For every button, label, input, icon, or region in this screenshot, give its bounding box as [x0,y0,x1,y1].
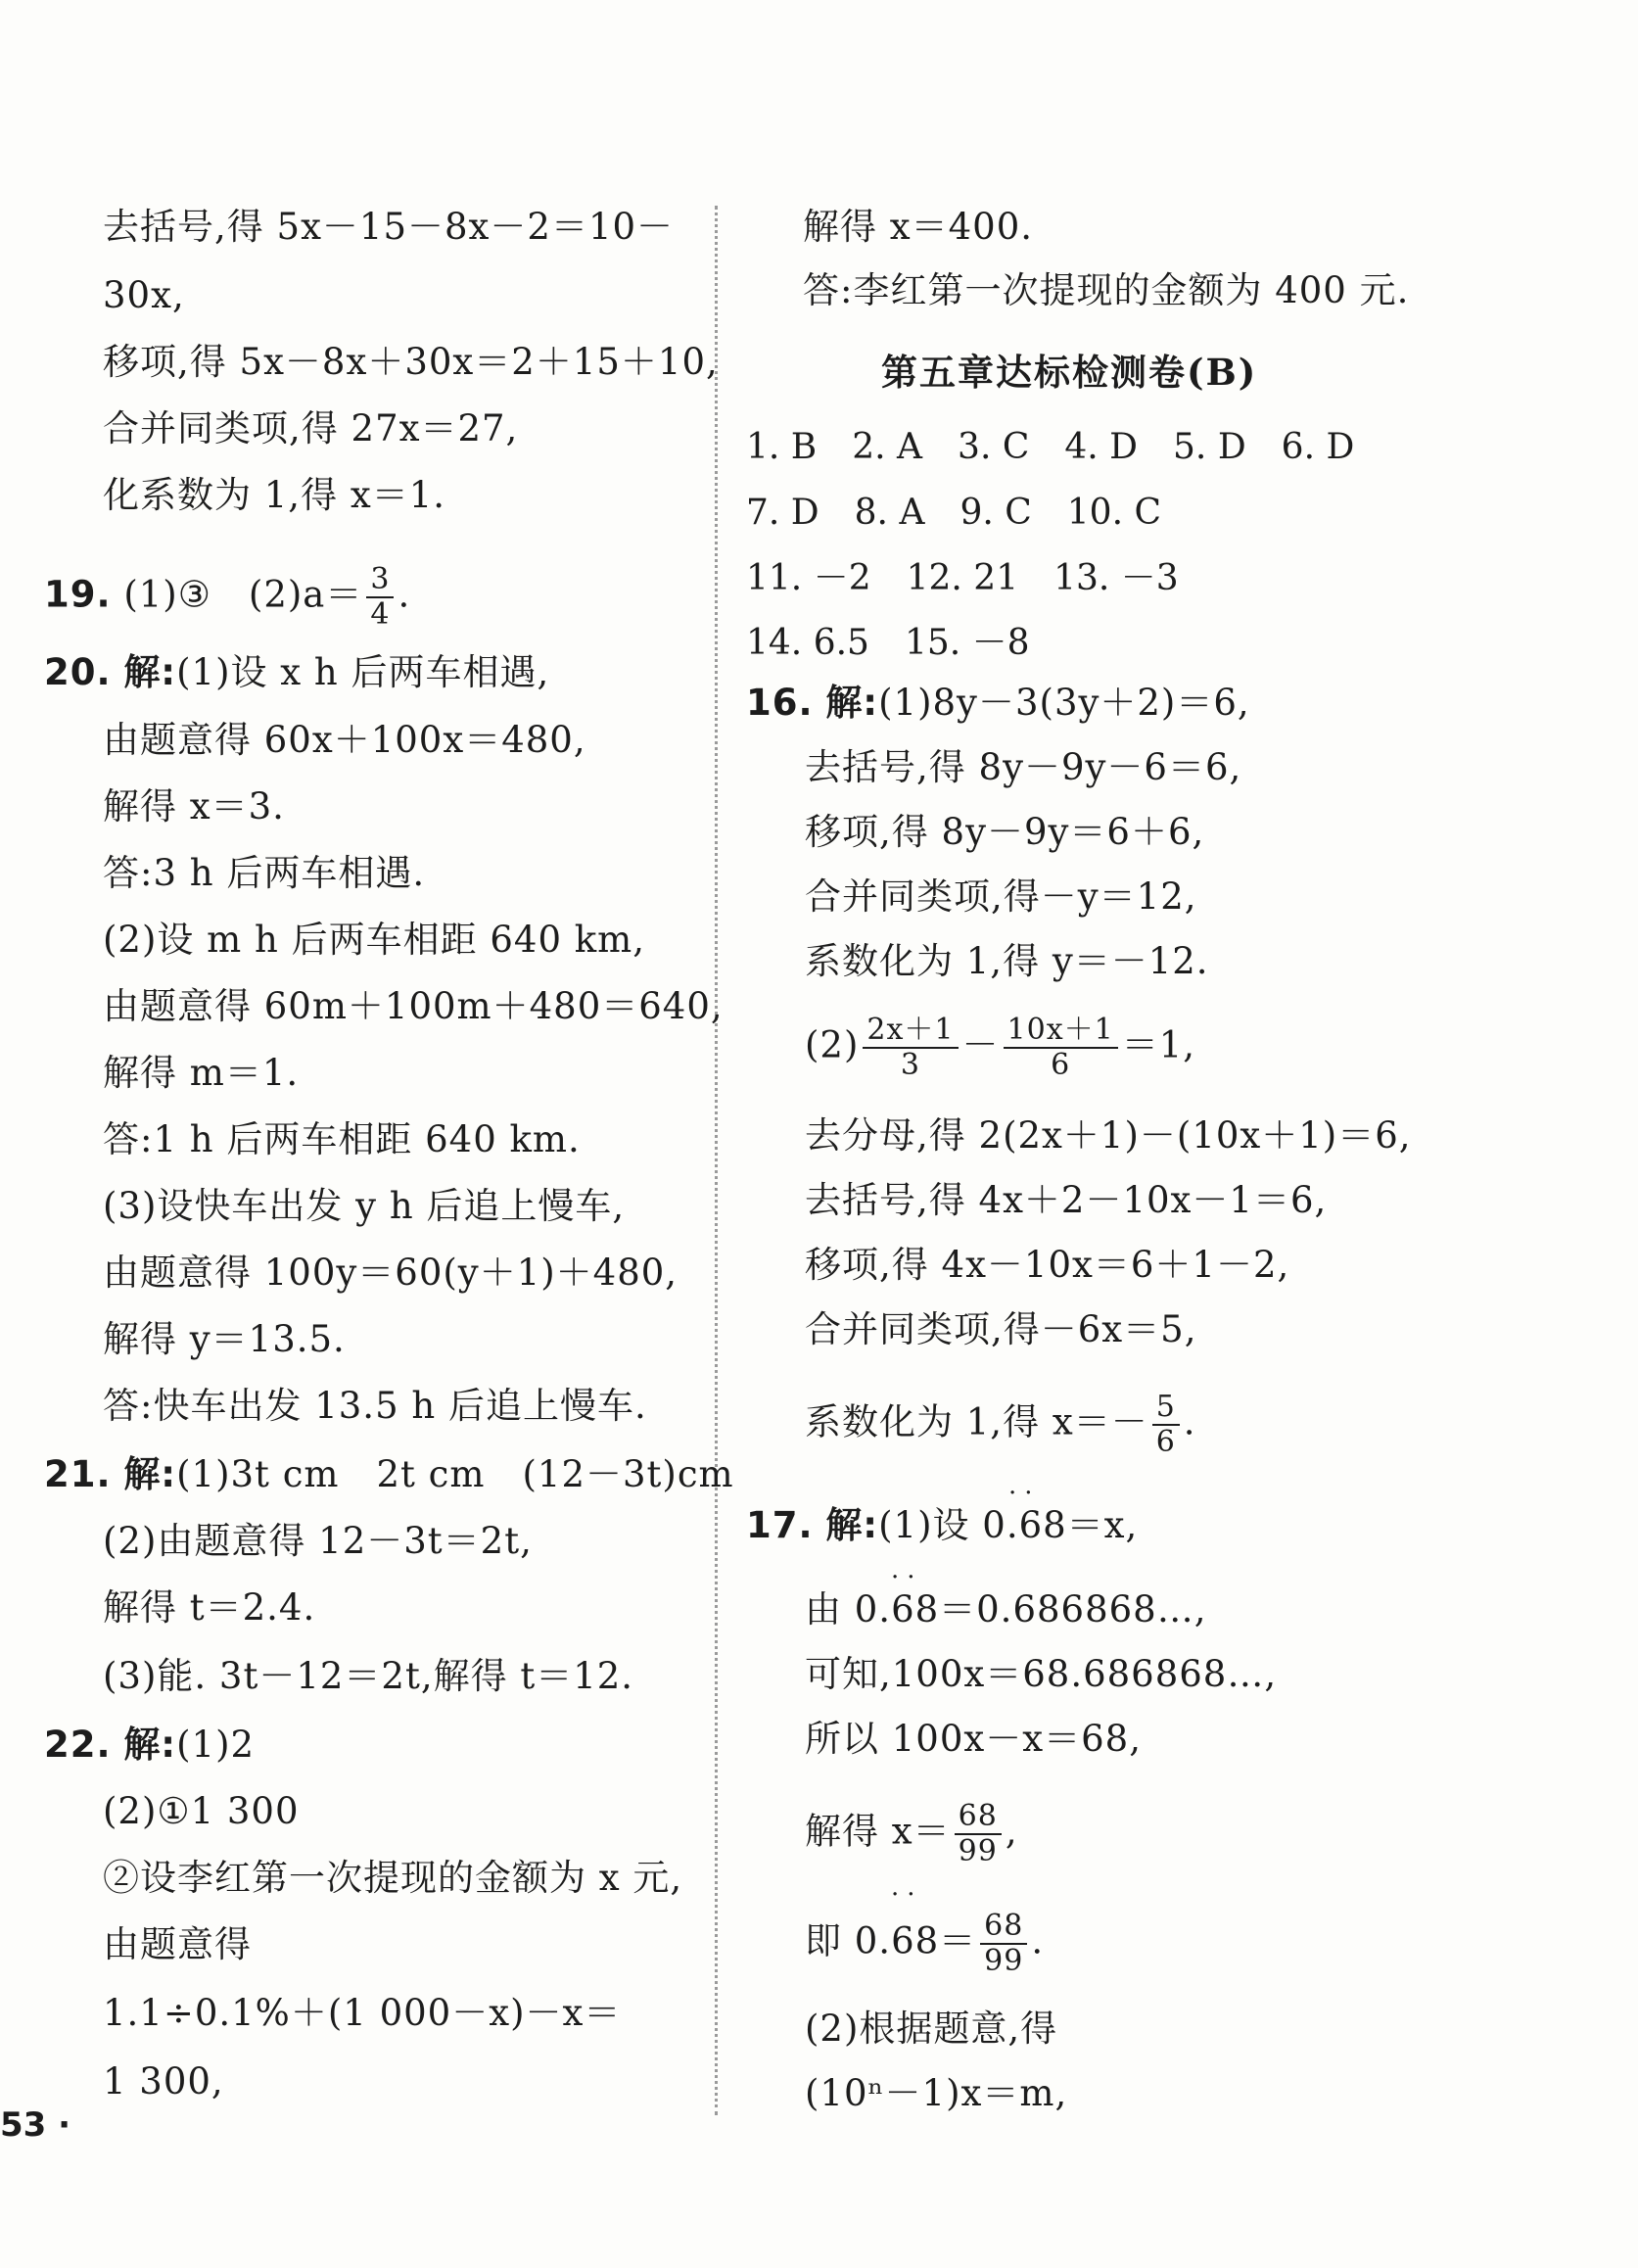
solution-label: 解: [123,651,177,693]
answer-text: (1)③ (2)a＝ [123,573,363,616]
fraction: $\frac{2x+1}{3}$ [863,1014,958,1082]
question-20: 20. 解:(1)设 x h 后两车相遇, [44,651,550,693]
text-line: 解得 t＝2.4. [103,1586,316,1629]
text-line: 合并同类项,得 27x＝27, [103,407,519,449]
question-number: 16. [746,682,814,724]
solution-label: 解: [825,1504,879,1546]
text-line: (2)根据题意,得 [805,2008,1058,2050]
text-line: 由题意得 60x＋100x＝480, [103,719,586,761]
text-line: 由题意得 100y＝60(y＋1)＋480, [103,1252,679,1294]
answer-row: 14. 6.5 15. －8 [746,623,1030,663]
text-line: 系数化为 1,得 y＝－12. [805,940,1209,982]
text-line: (10ⁿ－1)x＝m, [805,2072,1068,2114]
fraction: $\frac{5}{6}$ [1152,1391,1180,1459]
fraction-line: 解得 x＝ $\frac{68}{99}$ , [805,1799,1018,1868]
text-line: 1 300, [103,2060,224,2103]
text-line: 解得 y＝13.5. [103,1318,346,1360]
question-number: 22. [44,1724,112,1766]
text-line: 去分母,得 2(2x＋1)－(10x＋1)＝6, [805,1114,1412,1157]
text-line: 去括号,得 5x－15－8x－2＝10－ [103,206,675,248]
text-line: 可知,100x＝68.686868…, [805,1653,1278,1695]
text-line: 由题意得 [103,1923,252,1965]
text-line: 解得 m＝1. [103,1052,300,1094]
fraction-line: 系数化为 1,得 x＝－ $\frac{5}{6}$ . [805,1390,1196,1459]
text-line: 合并同类项,得－6x＝5, [805,1308,1197,1350]
text-line: 移项,得 5x－8x＋30x＝2＋15＋10, [103,341,719,383]
text-line: 移项,得 4x－10x＝6＋1－2, [805,1244,1290,1286]
section-title: 第五章达标检测卷(B) [881,351,1258,394]
solution-label: 解: [123,1453,177,1495]
answer-row: 7. D 8. A 9. C 10. C [746,493,1162,533]
text-line: (2)由题意得 12－3t＝2t, [103,1520,533,1562]
text-line: (2)设 m h 后两车相距 640 km, [103,919,646,961]
question-22: 22. 解:(1)2 [44,1724,256,1766]
text-line: 化系数为 1,得 x＝1. [103,474,445,516]
fraction: $\frac{3}{4}$ [366,563,394,632]
text-line: 解得 x＝400. [803,206,1034,248]
text-line: 30x, [103,274,185,316]
page-number: 53 · [0,2105,71,2145]
text-line: 1.1÷0.1%＋(1 000－x)－x＝ [103,1992,622,2034]
text-line: 答:快车出发 13.5 h 后追上慢车. [103,1385,647,1427]
text-line: 所以 100x－x＝68, [805,1718,1142,1760]
question-number: 19. [44,573,112,616]
text-line: 由 0.68＝0.686868…, [805,1588,1207,1630]
question-17: 17. 解:(1)设 0.68＝x, [746,1504,1139,1546]
repeating-decimal-dots: ·· [891,1563,923,1592]
answer-row: 11. －2 12. 21 13. －3 [746,558,1179,598]
text-line: 去括号,得 4x＋2－10x－1＝6, [805,1179,1328,1221]
text-line: 移项,得 8y－9y＝6＋6, [805,811,1205,853]
question-21: 21. 解:(1)3t cm 2t cm (12－3t)cm [44,1453,734,1495]
text-line: ②设李红第一次提现的金额为 x 元, [103,1857,683,1899]
text-line: 去括号,得 8y－9y－6＝6, [805,746,1242,788]
solution-label: 解: [825,682,879,724]
repeating-decimal-dots: ·· [891,1880,923,1910]
text-line: (3)能. 3t－12＝2t,解得 t＝12. [103,1655,634,1697]
repeating-decimal-dots: ·· [1008,1479,1041,1508]
solution-label: 解: [123,1724,177,1766]
column-divider [715,206,718,2115]
fraction-line: 即 0.68＝ $\frac{68}{99}$ . [805,1909,1045,1978]
text-line: 解得 x＝3. [103,785,285,827]
text-line: 答:李红第一次提现的金额为 400 元. [803,269,1410,311]
question-number: 17. [746,1504,814,1546]
text-line: 由题意得 60m＋100m＋480＝640, [103,985,724,1027]
text-line: (2)①1 300 [103,1790,300,1832]
text-line: 合并同类项,得－y＝12, [805,875,1197,918]
text-line: 答:1 h 后两车相距 640 km. [103,1118,581,1160]
question-number: 20. [44,651,112,693]
text-line: (3)设快车出发 y h 后追上慢车, [103,1185,626,1227]
question-19: 19. (1)③ (2)a＝ $\frac{3}{4}$ . [44,562,411,632]
fraction: $\frac{10x+1}{6}$ [1004,1014,1118,1082]
fraction-equation: (2) $\frac{2x+1}{3}$ － $\frac{10x+1}{6}$ ＝1, [805,1013,1196,1082]
answer-row: 1. B 2. A 3. C 4. D 5. D 6. D [746,427,1355,467]
fraction: $\frac{68}{99}$ [980,1910,1027,1978]
text-line: 答:3 h 后两车相遇. [103,852,426,894]
fraction: $\frac{68}{99}$ [955,1800,1002,1868]
question-number: 21. [44,1453,112,1495]
question-16: 16. 解:(1)8y－3(3y＋2)＝6, [746,682,1250,724]
